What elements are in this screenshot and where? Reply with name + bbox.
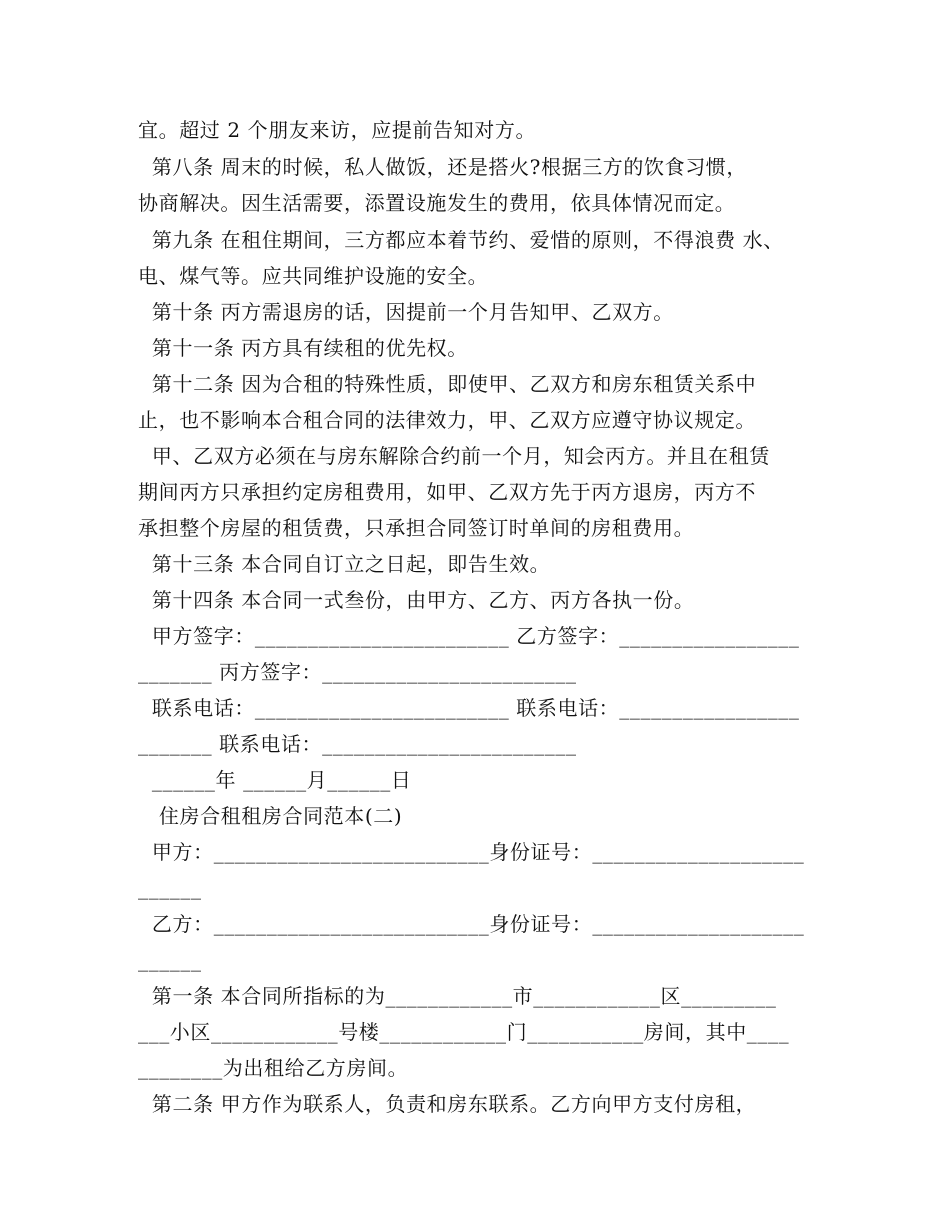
date-line: ______年 ______月______日 <box>138 768 412 792</box>
phone-line: _______ 联系电话：________________________ <box>138 732 577 756</box>
party-line: ______ <box>138 876 202 900</box>
text-line: 第十二条 因为合租的特殊性质，即使甲、乙双方和房东租赁关系中 <box>138 372 757 396</box>
text-line: 第一条 本合同所指标的为____________市____________区_________ <box>138 984 777 1008</box>
phone-line: 联系电话：________________________ 联系电话：_________________ <box>138 696 800 720</box>
text-line: 第二条 甲方作为联系人，负责和房东联系。乙方向甲方支付房租， <box>138 1092 757 1116</box>
text-line: 宜。超过 2 个朋友来访，应提前告知对方。 <box>138 118 537 142</box>
party-line: 乙方：__________________________身份证号：____________________ <box>138 912 805 936</box>
text-line: 第十三条 本合同自订立之日起，即告生效。 <box>138 552 551 576</box>
text-line: ___小区____________号楼____________门___________房间，其中____ <box>138 1020 790 1044</box>
party-line: ______ <box>138 948 202 972</box>
text-line: 第九条 在租住期间，三方都应本着节约、爱惜的原则，不得浪费 水、 <box>138 228 784 252</box>
text-line: 止，也不影响本合租合同的法律效力，甲、乙双方应遵守协议规定。 <box>138 408 756 432</box>
text-line: 期间丙方只承担约定房租费用，如甲、乙双方先于丙方退房，丙方不 <box>138 480 756 504</box>
text-line: ________为出租给乙方房间。 <box>138 1056 409 1080</box>
section-title: 住房合租租房合同范本(二) <box>138 804 403 828</box>
text-line: 电、煤气等。应共同维护设施的安全。 <box>138 264 489 288</box>
text-line: 第八条 周末的时候，私人做饭，还是搭火?根据三方的饮食习惯， <box>138 155 747 179</box>
text-line: 甲、乙双方必须在与房东解除合约前一个月，知会丙方。并且在租赁 <box>138 444 770 468</box>
signature-line: 甲方签字：________________________ 乙方签字：_________________ <box>138 624 800 648</box>
text-line: 第十一条 丙方具有续租的优先权。 <box>138 336 468 360</box>
text-line: 第十四条 本合同一式叁份，由甲方、乙方、丙方各执一份。 <box>138 588 695 612</box>
text-line: 协商解决。因生活需要，添置设施发生的费用，依具体情况而定。 <box>138 191 736 215</box>
text-line: 承担整个房屋的租赁费，只承担合同签订时单间的房租费用。 <box>138 516 695 540</box>
text-line: 第十条 丙方需退房的话，因提前一个月告知甲、乙双方。 <box>138 300 674 324</box>
party-line: 甲方：__________________________身份证号：____________________ <box>138 840 805 864</box>
signature-line: _______ 丙方签字：________________________ <box>138 660 577 684</box>
